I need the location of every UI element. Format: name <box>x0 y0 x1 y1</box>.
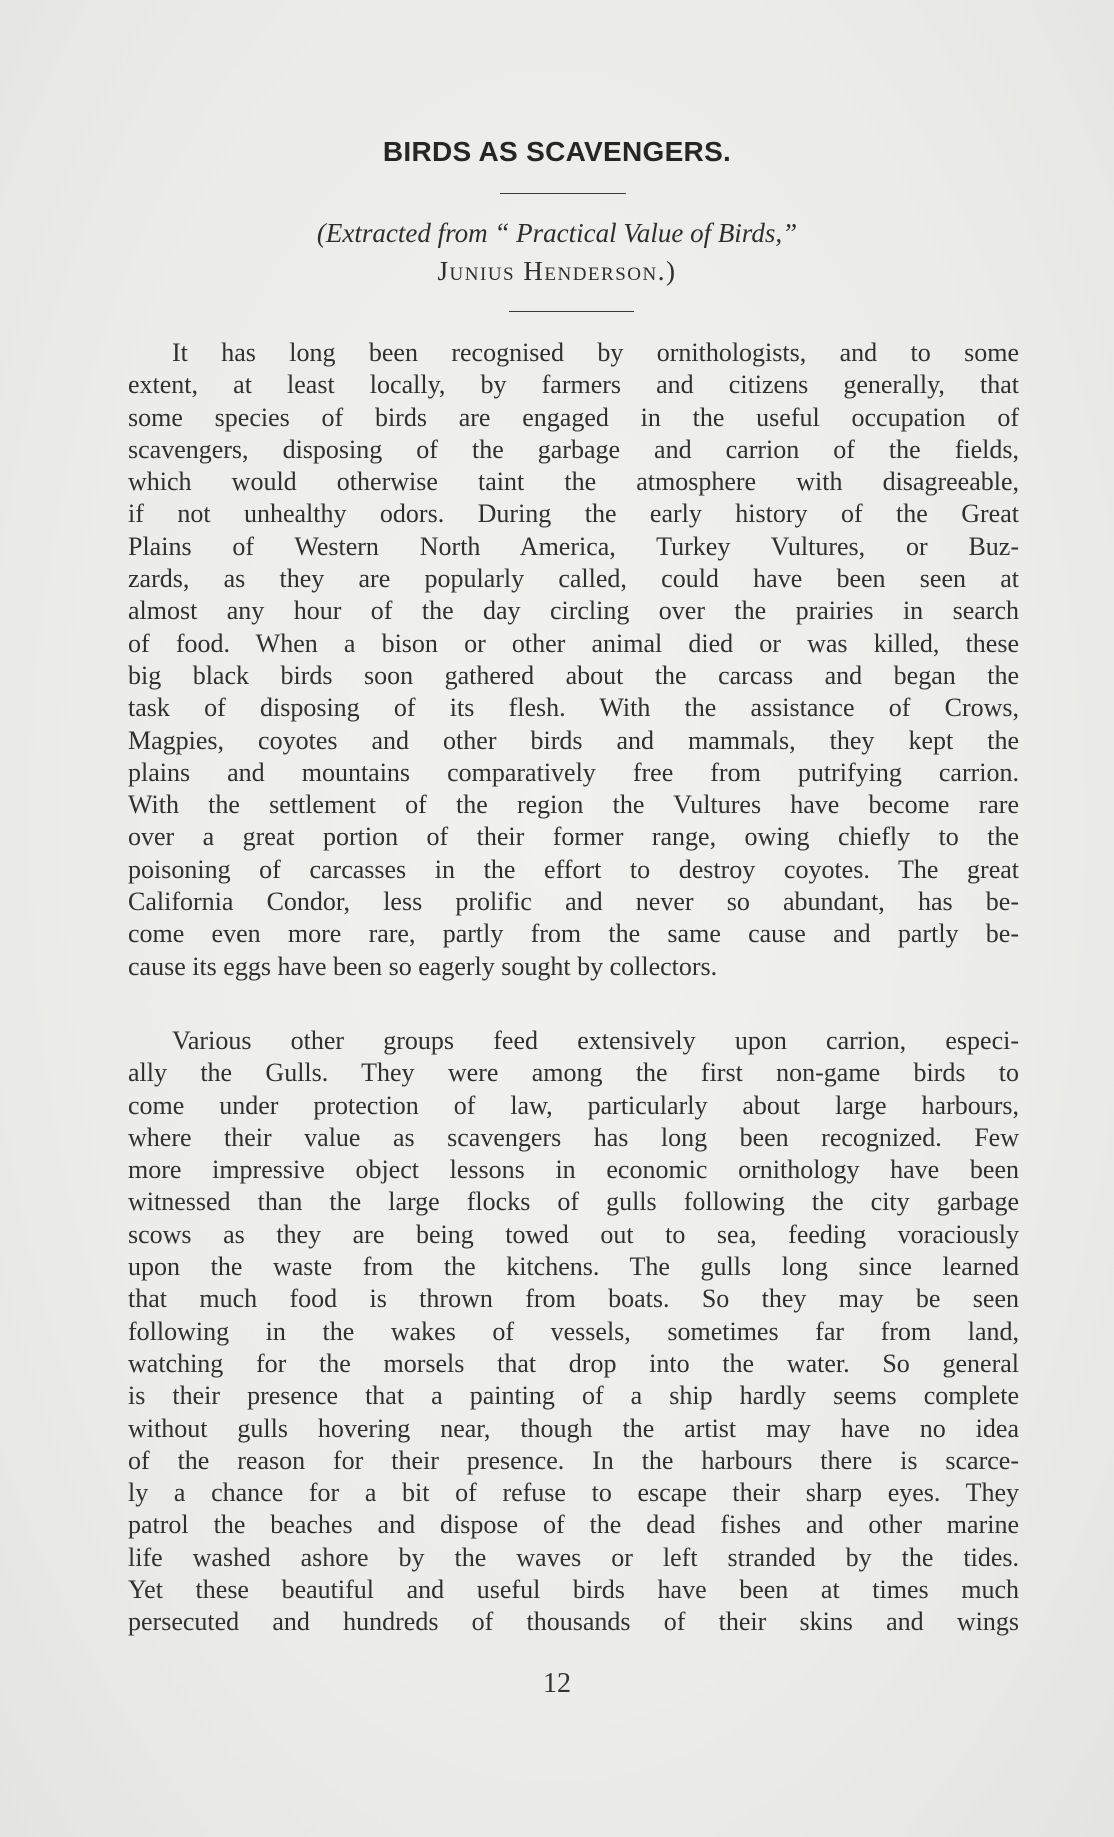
text-line: extent, at least locally, by farmers and citizens generally, that <box>128 370 1019 400</box>
text-line: witnessed than the large flocks of gulls following the city garbage <box>128 1187 1019 1217</box>
text-line: scows as they are being towed out to sea, feeding voraciously <box>128 1219 1019 1249</box>
page-number: 12 <box>543 1668 571 1699</box>
text-line: that much food is thrown from boats. So they may be seen <box>128 1284 1019 1314</box>
text-line: With the settlement of the region the Vultures have become rare <box>128 790 1019 820</box>
page-title: BIRDS AS SCAVENGERS. <box>382 136 732 167</box>
title-divider <box>500 193 626 194</box>
text-line: which would otherwise taint the atmosphere with disagreeable, <box>128 467 1019 497</box>
text-line: big black birds soon gathered about the carcass and began the <box>128 660 1019 690</box>
text-line: of food. When a bison or other animal died or was killed, these <box>128 628 1019 658</box>
text-line: zards, as they are popularly called, could have been seen at <box>128 564 1019 594</box>
text-line: patrol the beaches and dispose of the dead fishes and other marine <box>128 1510 1019 1540</box>
text-line: life washed ashore by the waves or left stranded by the tides. <box>128 1542 1019 1572</box>
text-line: almost any hour of the day circling over the prairies in search <box>128 596 1019 626</box>
text-line: upon the waste from the kitchens. The gulls long since learned <box>128 1252 1019 1282</box>
paragraph-1 <box>128 337 1019 983</box>
text-line: some species of birds are engaged in the useful occupation of <box>128 402 1019 432</box>
text-line: persecuted and hundreds of thousands of their skins and wings <box>128 1607 1019 1637</box>
text-line: where their value as scavengers has long been recognized. Few <box>128 1122 1019 1152</box>
subtitle-divider <box>509 311 634 312</box>
subtitle-source: (Extracted from “ Practical Value of Birds,” <box>316 218 798 248</box>
text-line: Magpies, coyotes and other birds and mammals, they kept the <box>128 725 1019 755</box>
text-line: come even more rare, partly from the same cause and partly be- <box>128 919 1019 949</box>
text-line: is their presence that a painting of a ship hardly seems complete <box>128 1381 1019 1411</box>
text-line: watching for the morsels that drop into the water. So general <box>128 1348 1019 1378</box>
text-line: more impressive object lessons in economic ornithology have been <box>128 1155 1019 1185</box>
text-line: scavengers, disposing of the garbage and carrion of the fields, <box>128 434 1019 464</box>
text-line: over a great portion of their former range, owing chiefly to the <box>128 822 1019 852</box>
text-line: Various other groups feed extensively upon carrion, especi- <box>172 1026 1019 1055</box>
subtitle-author: Junius Henderson.) <box>437 256 677 286</box>
text-line: without gulls hovering near, though the artist may have no idea <box>128 1413 1019 1443</box>
subtitle <box>0 214 1114 290</box>
text-line: ly a chance for a bit of refuse to escape their sharp eyes. They <box>128 1478 1019 1508</box>
text-line: poisoning of carcasses in the effort to destroy coyotes. The great <box>128 854 1019 884</box>
text-line: Yet these beautiful and useful birds have been at times much <box>128 1575 1019 1605</box>
text-line: following in the wakes of vessels, sometimes far from land, <box>128 1316 1019 1346</box>
text-line: plains and mountains comparatively free from putrifying carrion. <box>128 757 1019 787</box>
text-line: if not unhealthy odors. During the early history of the Great <box>128 499 1019 529</box>
text-line: Plains of Western North America, Turkey Vultures, or Buz- <box>128 531 1019 561</box>
text-line: California Condor, less prolific and never so abundant, has be- <box>128 887 1019 917</box>
paragraph-2 <box>128 1025 1019 1639</box>
text-line: ally the Gulls. They were among the first non-game birds to <box>128 1058 1019 1088</box>
text-line: task of disposing of its flesh. With the assistance of Crows, <box>128 693 1019 723</box>
text-line: come under protection of law, particularly about large harbours, <box>128 1090 1019 1120</box>
text-line: cause its eggs have been so eagerly sought by collectors. <box>128 951 718 981</box>
text-line: of the reason for their presence. In the harbours there is scarce- <box>128 1445 1019 1475</box>
text-line: It has long been recognised by ornithologists, and to some <box>172 338 1019 367</box>
